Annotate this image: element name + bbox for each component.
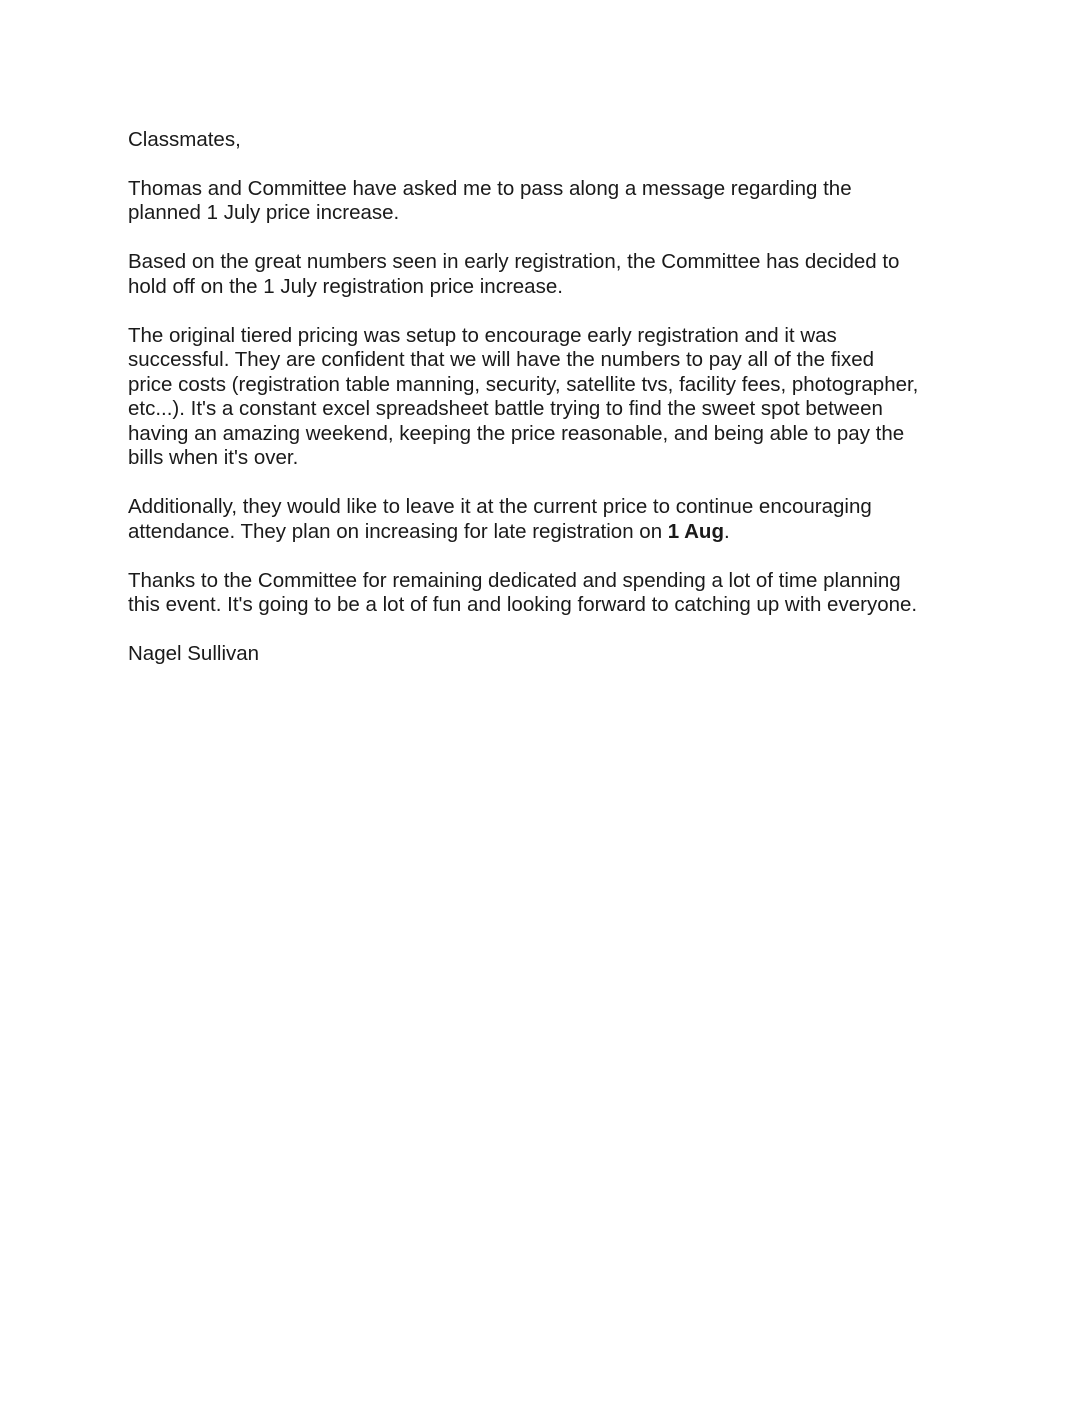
paragraph-line: price costs (registration table manning, security, satellite tvs, facility fees, photographer, <box>128 372 919 396</box>
paragraph-hold-off <box>128 250 968 299</box>
paragraph-line: etc...). It's a constant excel spreadsheet battle trying to find the sweet spot between <box>128 397 883 420</box>
paragraph-line: Additionally, they would like to leave it at the current price to continue encouraging <box>128 495 872 518</box>
paragraph-line: bills when it's over. <box>128 446 299 469</box>
paragraph-line: Thomas and Committee have asked me to pass along a message regarding the <box>128 176 852 200</box>
paragraph-line <box>128 520 968 545</box>
paragraph-line: successful. They are confident that we will have the numbers to pay all of the fixed <box>128 348 874 371</box>
paragraph-line: this event. It's going to be a lot of fun and looking forward to catching up with everyone. <box>128 593 918 616</box>
paragraph-line: planned 1 July price increase. <box>128 201 400 224</box>
paragraph-line: hold off on the 1 July registration price increase. <box>128 274 563 298</box>
letter-body <box>128 128 968 691</box>
paragraph-tiered-pricing <box>128 324 968 471</box>
paragraph-line: Based on the great numbers seen in early registration, the Committee has decided to <box>128 250 900 273</box>
paragraph-line: Thanks to the Committee for remaining dedicated and spending a lot of time planning <box>128 568 901 592</box>
paragraph-line: having an amazing weekend, keeping the price reasonable, and being able to pay the <box>128 421 905 445</box>
signature-name: Nagel Sullivan <box>128 642 260 665</box>
sentence-period: . <box>723 519 730 543</box>
paragraph-message-intro <box>128 177 968 226</box>
paragraph-line: The original tiered pricing was setup to encourage early registration and it was <box>128 323 837 347</box>
paragraph-thanks <box>128 569 968 618</box>
signature <box>128 642 968 667</box>
salutation-text: Classmates, <box>128 128 241 151</box>
late-registration-text: attendance. They plan on increasing for late registration on <box>128 519 668 543</box>
salutation <box>128 128 968 153</box>
paragraph-late-registration <box>128 495 968 544</box>
late-registration-date: 1 Aug <box>667 519 724 543</box>
